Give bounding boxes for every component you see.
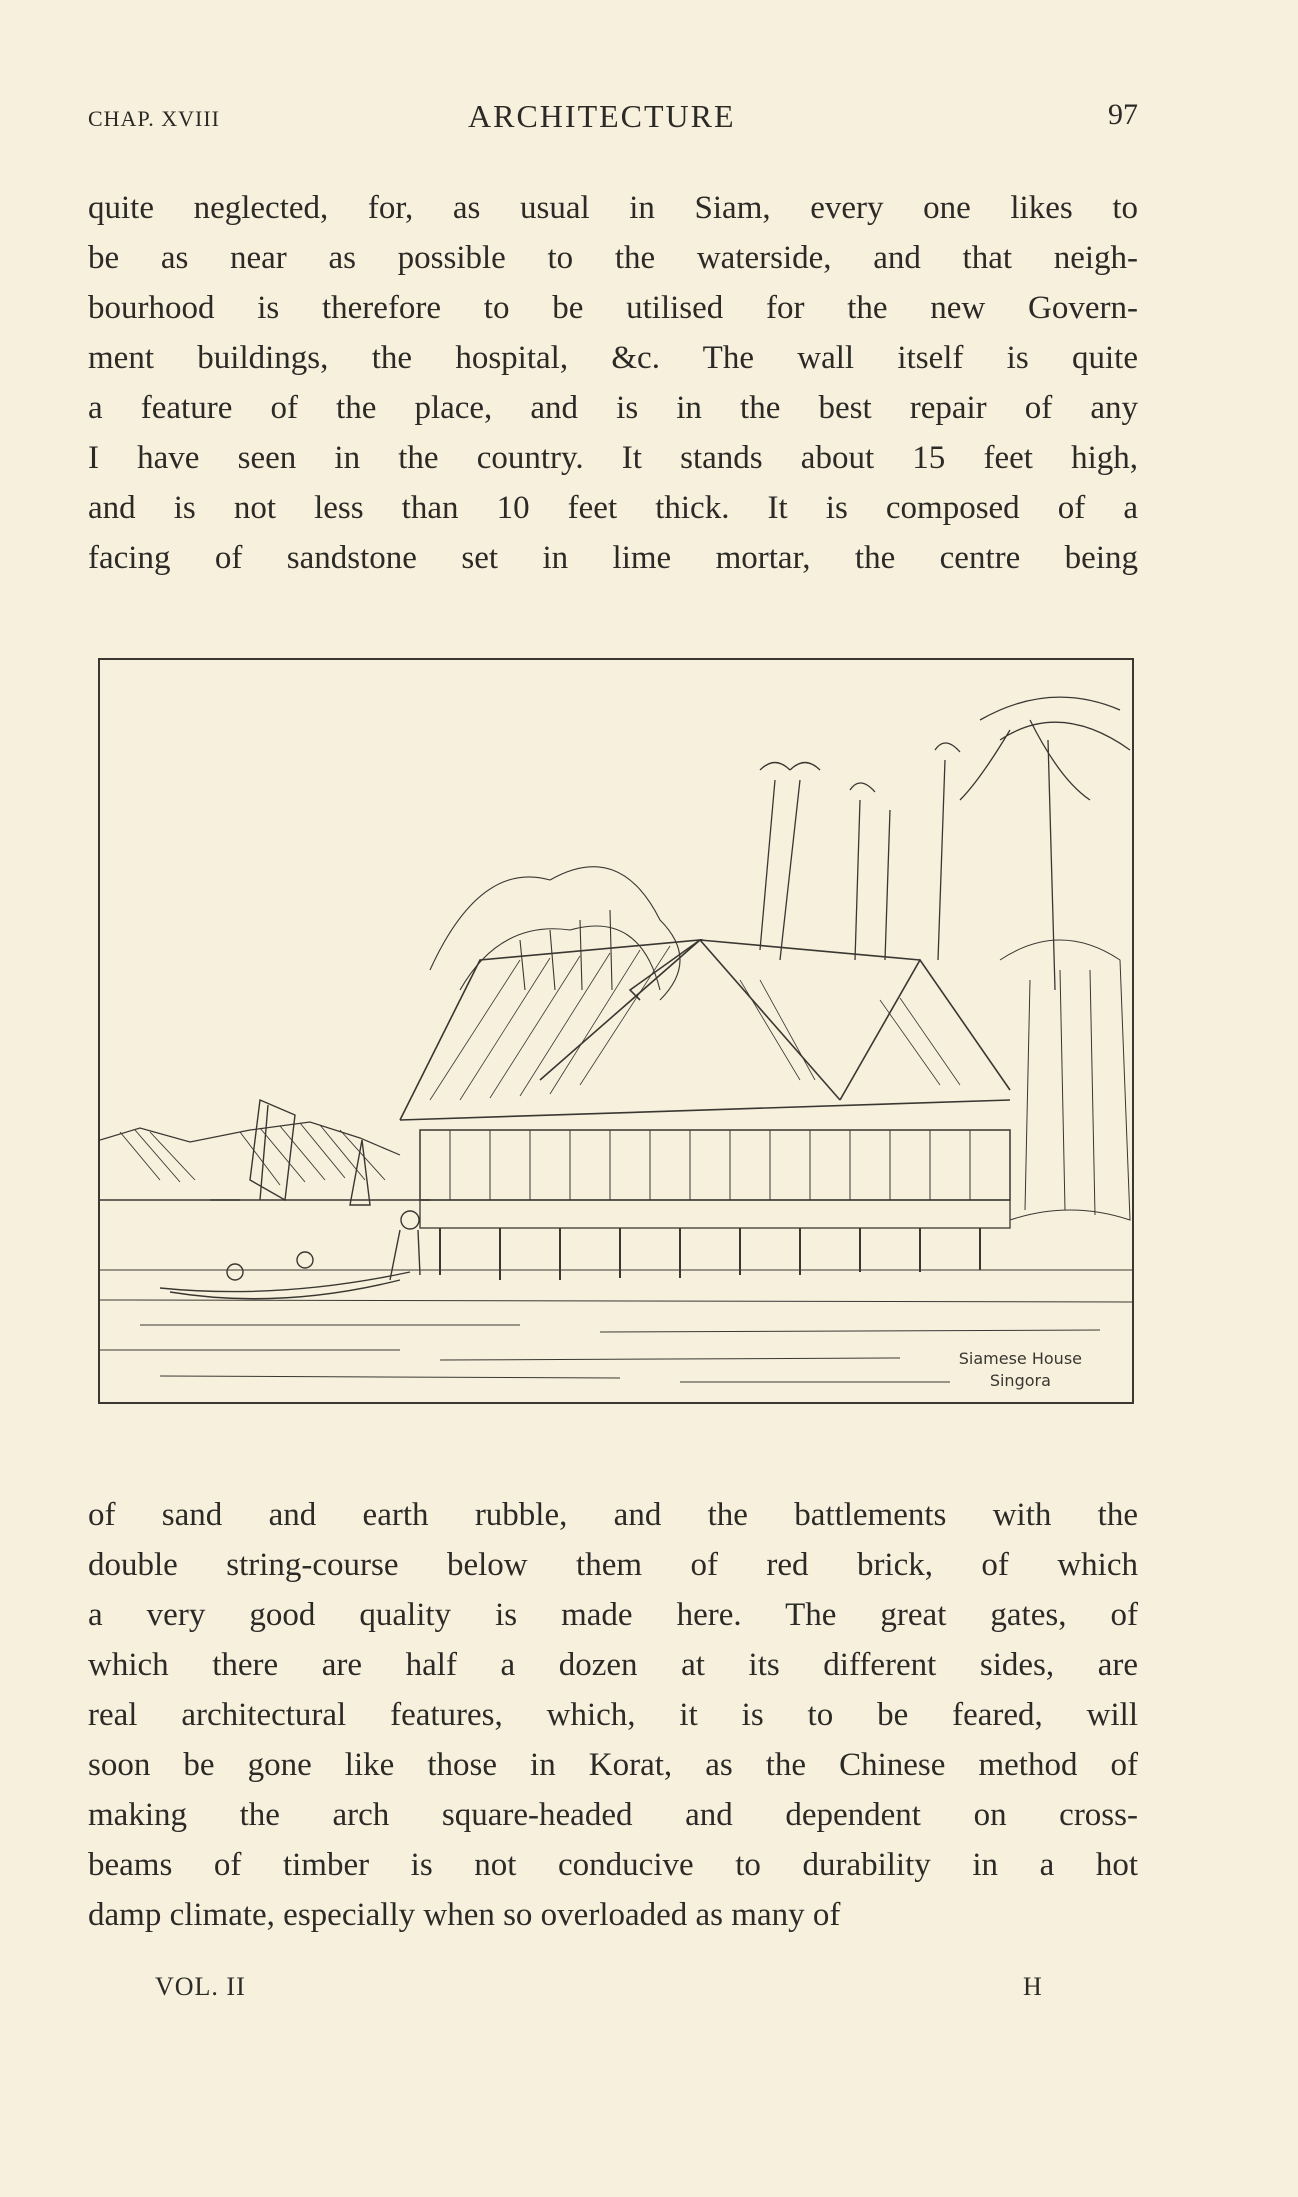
text-line: and is not less than 10 feet thick. It is composed of a — [88, 490, 1138, 526]
text-line: soon be gone like those in Korat, as the Chinese method of — [88, 1747, 1138, 1783]
text-line: beams of timber is not conducive to durability in a hot — [88, 1847, 1138, 1883]
paragraph-top — [88, 183, 1138, 583]
engraving-drawing — [100, 660, 1132, 1402]
text-line: a feature of the place, and is in the best repair of any — [88, 390, 1138, 426]
page-number: 97 — [1108, 98, 1138, 131]
text-line: which there are half a dozen at its different sides, are — [88, 1647, 1138, 1683]
text-line: I have seen in the country. It stands about 15 feet high, — [88, 440, 1138, 476]
page-footer — [155, 1972, 1055, 2012]
text-line: bourhood is therefore to be utilised for the new Govern- — [88, 290, 1138, 326]
text-line: facing of sandstone set in lime mortar, the centre being — [88, 540, 1138, 576]
signature-line: Siamese House — [958, 1349, 1082, 1368]
running-head — [88, 100, 1138, 140]
section-title: ARCHITECTURE — [468, 98, 736, 134]
text-line: quite neglected, for, as usual in Siam, every one likes to — [88, 190, 1138, 226]
signature-mark: H — [1023, 1972, 1043, 2001]
paragraph-bottom — [88, 1490, 1138, 1940]
text-line: a very good quality is made here. The great gates, of — [88, 1597, 1138, 1633]
text-line: damp climate, especially when so overloaded as many of — [88, 1897, 841, 1933]
artist-signature — [959, 1348, 1082, 1392]
volume-label: VOL. II — [155, 1972, 246, 2001]
illustration-siamese-house — [98, 658, 1134, 1404]
text-line: ment buildings, the hospital, &c. The wall itself is quite — [88, 340, 1138, 376]
chapter-label: CHAP. XVIII — [88, 106, 220, 131]
signature-line: Singora — [989, 1371, 1051, 1390]
text-line: real architectural features, which, it is to be feared, will — [88, 1697, 1138, 1733]
text-line: of sand and earth rubble, and the battlements with the — [88, 1497, 1138, 1533]
text-line: be as near as possible to the waterside, and that neigh- — [88, 240, 1138, 276]
text-line: double string-course below them of red brick, of which — [88, 1547, 1138, 1583]
text-line: making the arch square-headed and dependent on cross- — [88, 1797, 1138, 1833]
